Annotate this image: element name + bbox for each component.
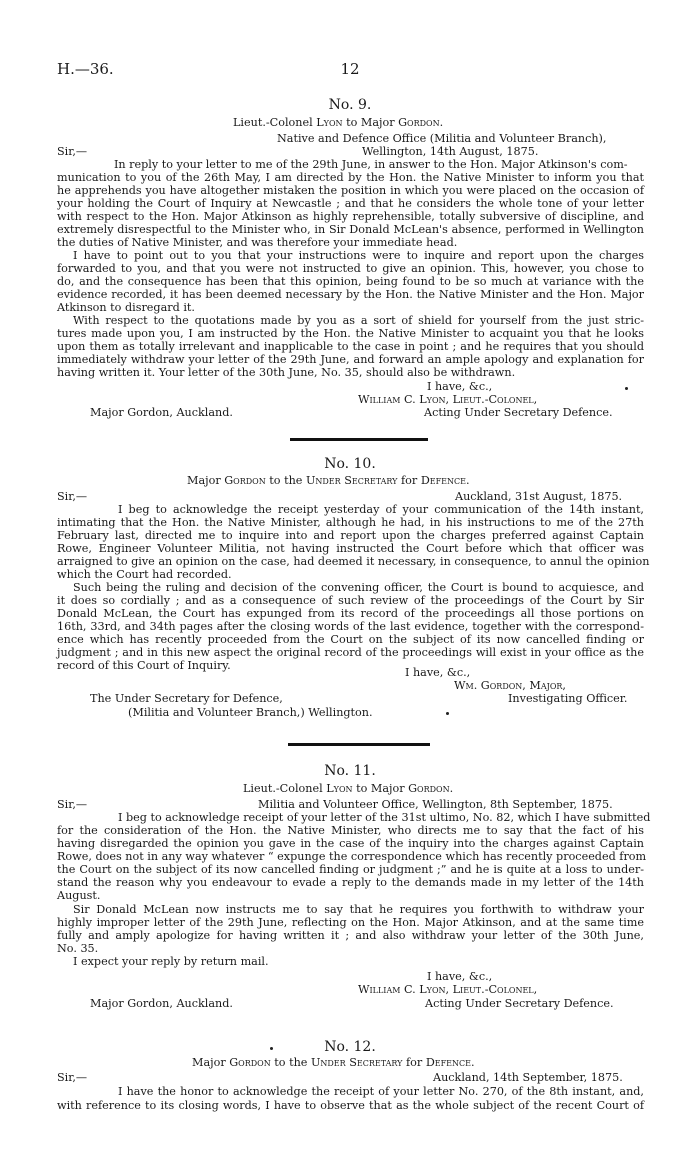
body-line: February last, directed me to inquire into and report upon the charges preferred against Captain	[57, 529, 644, 542]
body-line: I have the honor to acknowledge the receipt of your letter No. 270, of the 8th instant, and,	[118, 1085, 644, 1098]
section-divider	[288, 743, 430, 746]
body-line: forwarded to you, and that you were not instructed to give an opinion. This, however, you chose to	[57, 262, 644, 275]
body-line: evidence recorded, it has been deemed necessary by the Hon. the Native Minister and the Hon. Major	[57, 288, 644, 301]
body-line: your holding the Court of Inquiry at Newcastle ; and that he considers the whole tone of your letter	[57, 197, 644, 210]
salutation: Sir,—	[57, 1071, 88, 1084]
letter-number: No. 11.	[324, 763, 376, 779]
letter-date: Auckland, 14th September, 1875.	[433, 1071, 623, 1084]
salutation: Sir,—	[57, 798, 88, 811]
body-line: having disregarded the opinion you gave in the case of the inquiry into the charges against Captain	[57, 837, 644, 850]
letter-heading: Major Gordon to the Under Secretary for Defence.	[192, 1056, 475, 1069]
body-line: he apprehends you have altogether mistaken the position in which you were placed on the occasion of	[57, 184, 644, 197]
body-line: 16th, 33rd, and 34th pages after the closing words of the last evidence, together with the correspond-	[57, 620, 644, 633]
body-line: it does so cordially ; and as a consequence of such review of the proceedings of the Court by Sir	[57, 594, 644, 607]
letter-heading: Major Gordon to the Under Secretary for Defence.	[187, 474, 470, 487]
section-divider	[290, 438, 428, 441]
salutation: Sir,—	[57, 145, 88, 158]
letter-heading: Lieut.-Colonel Lyon to Major Gordon.	[243, 782, 454, 795]
body-line: No. 35.	[57, 942, 99, 955]
signature: Wm. Gordon, Major,	[454, 679, 566, 692]
body-line: immediately withdraw your letter of the 29th June, and forward an ample apology and explanation for	[57, 353, 644, 366]
body-line: for the consideration of the Hon. the Native Minister, who directs me to say that the fact of his	[57, 824, 644, 837]
body-line: judgment ; and in this new aspect the original record of the proceedings will exist in your office as the	[57, 646, 644, 659]
signature-title: Acting Under Secretary Defence.	[425, 997, 614, 1010]
body-line: I beg to acknowledge the receipt yesterday of your communication of the 14th instant,	[118, 503, 644, 516]
letter-number: No. 10.	[324, 456, 376, 472]
signature: William C. Lyon, Lieut.-Colonel,	[358, 983, 538, 996]
body-line: having written it. Your letter of the 30th June, No. 35, should also be withdrawn.	[57, 366, 516, 379]
body-line: Donald McLean, the Court has expunged from its record of the proceedings all those portions on	[57, 607, 644, 620]
signature: William C. Lyon, Lieut.-Colonel,	[358, 393, 538, 406]
body-line: with respect to the Hon. Major Atkinson as highly reprehensible, totally subversive of discipline, and	[57, 210, 644, 223]
stray-mark	[446, 712, 449, 715]
addressee: Major Gordon, Auckland.	[90, 997, 233, 1010]
body-line: Rowe, Engineer Volunteer Militia, not having instructed the Court before which that officer was	[57, 542, 644, 555]
body-line: fully and amply apologize for having written it ; and also withdraw your letter of the 30th June,	[57, 929, 644, 942]
body-line: the duties of Native Minister, and was therefore your immediate head.	[57, 236, 458, 249]
sender-address: Native and Defence Office (Militia and Volunteer Branch),	[277, 132, 607, 145]
body-line: highly improper letter of the 29th June, reflecting on the Hon. Major Atkinson, and at the same time	[57, 916, 644, 929]
addressee-line-2: (Militia and Volunteer Branch,) Wellington.	[128, 706, 373, 719]
body-line: Such being the ruling and decision of the convening officer, the Court is bound to acquiesce, and	[73, 581, 644, 594]
addressee: The Under Secretary for Defence,	[90, 692, 283, 705]
body-line: record of this Court of Inquiry.	[57, 659, 231, 672]
salutation: Sir,—	[57, 490, 88, 503]
letter-date: Auckland, 31st August, 1875.	[455, 490, 623, 503]
report-reference: H.—36.	[57, 60, 114, 78]
body-line: tures made upon you, I am instructed by the Hon. the Native Minister to acquaint you that he looks	[57, 327, 644, 340]
letter-heading: Lieut.-Colonel Lyon to Major Gordon.	[233, 116, 444, 129]
body-line: munication to you of the 26th May, I am directed by the Hon. the Native Minister to inform you that	[57, 171, 644, 184]
body-line: which the Court had recorded.	[57, 568, 232, 581]
closing: I have, &c.,	[405, 666, 471, 679]
body-line: I have to point out to you that your instructions were to inquire and report upon the charges	[73, 249, 644, 262]
body-line: I expect your reply by return mail.	[73, 955, 269, 968]
body-line: With respect to the quotations made by you as a sort of shield for yourself from the just stric-	[73, 314, 644, 327]
closing: I have, &c.,	[427, 970, 493, 983]
body-line: Sir Donald McLean now instructs me to say that he requires you forthwith to withdraw your	[73, 903, 644, 916]
page-number: 12	[340, 60, 360, 78]
letter-number: No. 12.	[324, 1039, 376, 1055]
body-line: August.	[57, 889, 101, 902]
body-line: the Court on the subject of its now cancelled finding or judgment ;” and he is quite at a loss to under-	[57, 863, 644, 876]
body-line: stand the reason why you endeavour to evade a reply to the demands made in my letter of the 14th	[57, 876, 644, 889]
body-line: arraigned to give an opinion on the case, had deemed it necessary, in consequence, to annul the opinion	[57, 555, 650, 568]
body-line: intimating that the Hon. the Native Minister, although he had, in his instructions to me of the 27th	[57, 516, 644, 529]
body-line: In reply to your letter to me of the 29th June, in answer to the Hon. Major Atkinson's com-	[114, 158, 628, 171]
body-line: with reference to its closing words, I have to observe that as the whole subject of the recent Court of	[57, 1099, 644, 1112]
letter-date: Wellington, 14th August, 1875.	[362, 145, 539, 158]
addressee: Major Gordon, Auckland.	[90, 406, 233, 419]
body-line: I beg to acknowledge receipt of your letter of the 31st ultimo, No. 82, which I have submitted	[118, 811, 651, 824]
body-line: ence which has recently proceeded from the Court on the subject of its now cancelled finding or	[57, 633, 644, 646]
body-line: do, and the consequence has been that this opinion, being found to be so much at variance with the	[57, 275, 644, 288]
body-line: Rowe, does not in any way whatever “ expunge the correspondence which has recently proceeded from	[57, 850, 647, 863]
letter-date: Militia and Volunteer Office, Wellington, 8th September, 1875.	[258, 798, 613, 811]
signature-title: Acting Under Secretary Defence.	[424, 406, 613, 419]
stray-mark	[625, 387, 628, 390]
body-line: extremely disrespectful to the Minister who, in Sir Donald McLean's absence, performed in Wellington	[57, 223, 644, 236]
letter-number: No. 9.	[328, 97, 372, 113]
body-line: Atkinson to disregard it.	[57, 301, 195, 314]
signature-title: Investigating Officer.	[508, 692, 628, 705]
body-line: upon them as totally irrelevant and inapplicable to the case in point ; and he requires that you should	[57, 340, 644, 353]
closing: I have, &c.,	[427, 380, 493, 393]
